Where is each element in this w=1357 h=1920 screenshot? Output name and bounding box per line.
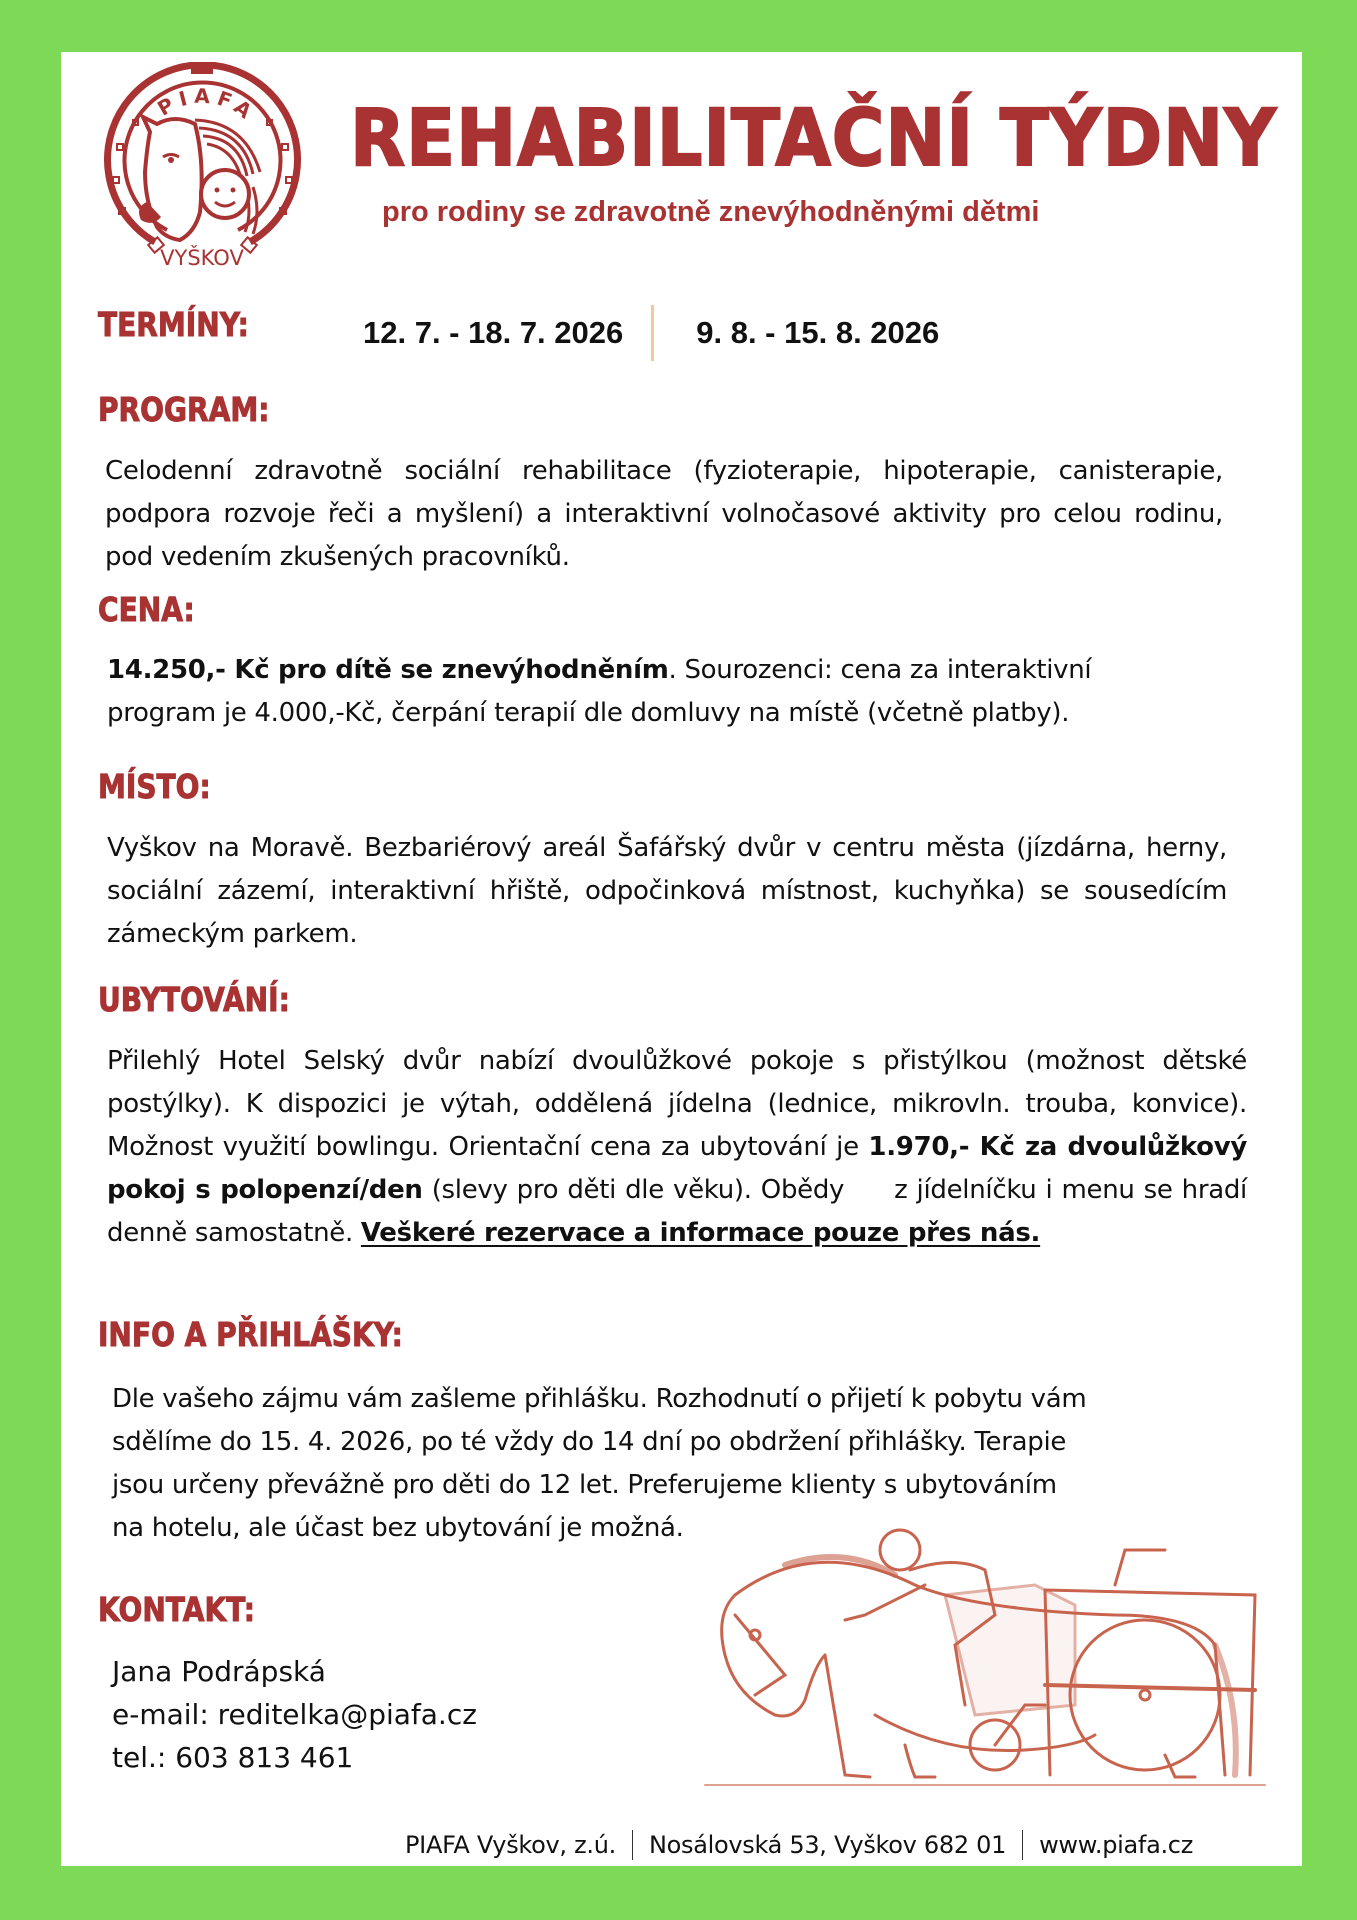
horse-wheelchair-sketch-icon	[695, 1515, 1275, 1800]
horse-child-logo-icon	[95, 62, 310, 277]
accommodation-text	[107, 1040, 1247, 1255]
info-line: sdělíme do 15. 4. 2026, po té vždy do 14 dní po obdržení přihlášky. Terapie	[112, 1427, 1067, 1457]
price-heading: CENA:	[98, 590, 195, 629]
footer-website[interactable]: www.piafa.cz	[1039, 1831, 1193, 1859]
contact-heading: KONTAKT:	[98, 1590, 256, 1629]
accommodation-desc: Přilehlý Hotel Selský dvůr nabízí dvoulůžkové pokoje s přistýlkou (možnost dětské postýlky). K dispozici je výtah, oddělená jídelna (lednice, mikrovln. trouba, konvice). Možnost využití bowlingu. Orientační cena za ubytování je	[107, 1046, 1247, 1162]
footer-divider	[1022, 1830, 1023, 1860]
contact-email[interactable]: e-mail: reditelka@piafa.cz	[112, 1698, 477, 1731]
place-heading: MÍSTO:	[98, 767, 211, 806]
place-text: Vyškov na Moravě. Bezbariérový areál Šafářský dvůr v centru města (jízdárna, herny, sociální zázemí, interaktivní hřiště, odpočinková místnost, kuchyňka) se sousedícím zámeckým parkem.	[107, 833, 1227, 949]
hippotherapy-illustration	[695, 1515, 1275, 1800]
price-details: . Sourozenci: cena za interaktivní program je 4.000,-Kč, čerpání terapií dle domluvy na místě (včetně platby).	[107, 655, 1092, 728]
piafa-logo	[95, 62, 310, 277]
footer-org: PIAFA Vyškov, z.ú.	[405, 1831, 616, 1859]
date-separator	[651, 305, 654, 361]
info-line: na hotelu, ale účast bez ubytování je možná.	[112, 1513, 684, 1543]
footer-address: Nosálovská 53, Vyškov 682 01	[648, 1831, 1007, 1859]
page-subtitle: pro rodiny se zdravotně znevýhodněnými dětmi	[382, 196, 1040, 228]
info-line: jsou určeny převážně pro děti do 12 let. Preferujeme klienty s ubytováním	[112, 1470, 1057, 1500]
program-heading: PROGRAM:	[98, 390, 270, 429]
terms-dates	[363, 305, 939, 361]
footer-divider	[632, 1830, 633, 1860]
footer	[405, 1830, 1193, 1860]
contact-phone[interactable]: tel.: 603 813 461	[112, 1741, 354, 1774]
info-line: Dle vašeho zájmu vám zašleme přihlášku. Rozhodnutí o přijetí k pobytu vám	[112, 1384, 1087, 1414]
info-heading: INFO A PŘIHLÁŠKY:	[98, 1315, 403, 1354]
term-date-1: 12. 7. - 18. 7. 2026	[363, 315, 624, 350]
accommodation-lunch: z jídelníčku i menu se hradí denně samostatně.	[107, 1175, 1247, 1248]
price-text	[107, 649, 1207, 735]
page-title: REHABILITAČNÍ TÝDNY	[350, 94, 1278, 184]
logo-bottom-text: VYŠKOV	[160, 246, 244, 270]
accommodation-discount: (slevy pro děti dle věku). Obědy	[422, 1175, 845, 1205]
accommodation-price: 1.970,- Kč za dvoulůžkový pokoj s polopenzí/den	[107, 1132, 1247, 1205]
contact-name: Jana Podrápská	[112, 1655, 326, 1688]
svg-text:PIAFA: PIAFA	[153, 83, 262, 127]
contact-details	[112, 1650, 477, 1779]
term-date-2: 9. 8. - 15. 8. 2026	[696, 315, 940, 350]
reservation-note: Veškeré rezervace a informace pouze přes nás.	[360, 1218, 1041, 1248]
program-text: Celodenní zdravotně sociální rehabilitace (fyzioterapie, hipoterapie, canisterapie, podpora rozvoje řeči a myšlení) a interaktivní volnočasové aktivity pro celou rodinu, pod vedením zkušených pracovníků.	[105, 456, 1223, 572]
accommodation-heading: UBYTOVÁNÍ:	[98, 980, 290, 1019]
price-main: 14.250,- Kč pro dítě se znevýhodněním	[107, 655, 669, 685]
terms-heading: TERMÍNY:	[98, 305, 249, 344]
